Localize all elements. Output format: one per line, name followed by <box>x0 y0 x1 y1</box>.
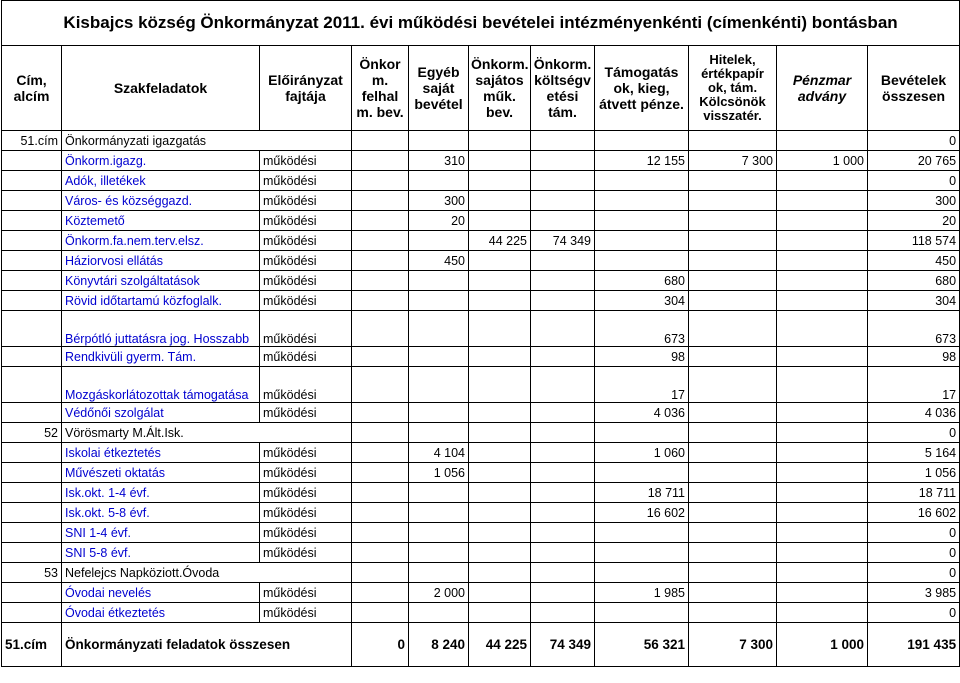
value-cell: 673 <box>595 311 689 347</box>
value-cell: 1 985 <box>595 583 689 603</box>
cim-cell <box>2 483 62 503</box>
total-cell: 300 <box>868 191 960 211</box>
value-cell <box>531 171 595 191</box>
szakfeladat-cell: Rendkivüli gyerm. Tám. <box>62 347 260 367</box>
szakfeladat-cell: Adók, illetékek <box>62 171 260 191</box>
value-cell: 74 349 <box>531 231 595 251</box>
value-cell <box>595 131 689 151</box>
value-cell <box>469 251 531 271</box>
value-cell <box>777 251 868 271</box>
value-cell <box>689 483 777 503</box>
table-row <box>2 483 960 503</box>
value-cell <box>689 251 777 271</box>
summary-value: 0 <box>352 623 409 667</box>
value-cell <box>777 171 868 191</box>
value-cell <box>777 347 868 367</box>
value-cell <box>689 563 777 583</box>
summary-value: 7 300 <box>689 623 777 667</box>
header-eloiranyzat: Előirányzat fajtája <box>260 46 352 131</box>
value-cell <box>469 603 531 623</box>
value-cell <box>469 171 531 191</box>
fajta-cell: működési <box>260 171 352 191</box>
value-cell: 12 155 <box>595 151 689 171</box>
value-cell <box>777 423 868 443</box>
value-cell <box>777 403 868 423</box>
table-row <box>2 443 960 463</box>
value-cell: 1 060 <box>595 443 689 463</box>
cim-cell: 52 <box>2 423 62 443</box>
fajta-cell: működési <box>260 443 352 463</box>
value-cell <box>531 291 595 311</box>
value-cell: 44 225 <box>469 231 531 251</box>
value-cell <box>409 291 469 311</box>
table-row <box>2 463 960 483</box>
value-cell <box>352 483 409 503</box>
value-cell: 450 <box>409 251 469 271</box>
szakfeladat-cell: Önkormányzati igazgatás <box>62 131 352 151</box>
value-cell <box>689 271 777 291</box>
cim-cell <box>2 403 62 423</box>
value-cell <box>531 271 595 291</box>
cim-cell <box>2 311 62 347</box>
value-cell: 4 104 <box>409 443 469 463</box>
total-cell: 0 <box>868 543 960 563</box>
value-cell <box>409 523 469 543</box>
value-cell <box>469 311 531 347</box>
fajta-cell: működési <box>260 463 352 483</box>
table-row <box>2 171 960 191</box>
value-cell: 17 <box>595 367 689 403</box>
fajta-cell: működési <box>260 403 352 423</box>
cim-cell <box>2 503 62 523</box>
cim-cell: 53 <box>2 563 62 583</box>
szakfeladat-cell: Önkorm.igazg. <box>62 151 260 171</box>
value-cell <box>531 131 595 151</box>
value-cell <box>531 191 595 211</box>
table-row <box>2 131 960 151</box>
value-cell <box>469 271 531 291</box>
value-cell <box>469 483 531 503</box>
fajta-cell: működési <box>260 583 352 603</box>
value-cell <box>352 251 409 271</box>
value-cell <box>777 367 868 403</box>
fajta-cell: működési <box>260 543 352 563</box>
summary-value: 56 321 <box>595 623 689 667</box>
value-cell <box>595 251 689 271</box>
value-cell <box>595 171 689 191</box>
value-cell <box>352 171 409 191</box>
table-row <box>2 347 960 367</box>
fajta-cell: működési <box>260 603 352 623</box>
szakfeladat-cell: Nefelejcs Napköziott.Óvoda <box>62 563 352 583</box>
value-cell <box>409 131 469 151</box>
value-cell: 1 000 <box>777 151 868 171</box>
value-cell <box>352 211 409 231</box>
value-cell <box>352 563 409 583</box>
total-cell: 3 985 <box>868 583 960 603</box>
value-cell <box>531 523 595 543</box>
fajta-cell: működési <box>260 483 352 503</box>
value-cell <box>352 191 409 211</box>
table-row <box>2 503 960 523</box>
summary-row <box>2 623 960 667</box>
total-cell: 1 056 <box>868 463 960 483</box>
value-cell <box>777 563 868 583</box>
value-cell <box>469 463 531 483</box>
fajta-cell: működési <box>260 191 352 211</box>
cim-cell <box>2 367 62 403</box>
value-cell <box>352 311 409 347</box>
value-cell <box>409 403 469 423</box>
value-cell <box>469 443 531 463</box>
value-cell <box>777 543 868 563</box>
fajta-cell: működési <box>260 151 352 171</box>
szakfeladat-cell: Könyvtári szolgáltatások <box>62 271 260 291</box>
total-cell: 20 <box>868 211 960 231</box>
cim-cell <box>2 231 62 251</box>
header-egyeb: Egyéb saját bevétel <box>409 46 469 131</box>
value-cell <box>531 603 595 623</box>
fajta-cell: működési <box>260 503 352 523</box>
value-cell <box>531 367 595 403</box>
cim-cell <box>2 251 62 271</box>
value-cell <box>689 131 777 151</box>
cim-cell <box>2 583 62 603</box>
value-cell: 310 <box>409 151 469 171</box>
table-row <box>2 563 960 583</box>
value-cell <box>777 311 868 347</box>
value-cell <box>409 603 469 623</box>
szakfeladat-cell: Isk.okt. 1-4 évf. <box>62 483 260 503</box>
szakfeladat-cell: SNI 1-4 évf. <box>62 523 260 543</box>
szakfeladat-cell: Mozgáskorlátozottak támogatása <box>62 367 260 403</box>
value-cell <box>689 311 777 347</box>
header-penzmaradvany: Pénzmar advány <box>777 46 868 131</box>
header-hitelek: Hitelek, értékpapír ok, tám. Kölcsönök visszatér. <box>689 46 777 131</box>
summary-cim: 51.cím <box>2 623 62 667</box>
value-cell <box>469 131 531 151</box>
value-cell <box>531 151 595 171</box>
header-onkor-felhal: Önkor m. felhal m. bev. <box>352 46 409 131</box>
value-cell <box>595 543 689 563</box>
value-cell <box>689 523 777 543</box>
value-cell <box>777 483 868 503</box>
header-bevetelek: Bevételek összesen <box>868 46 960 131</box>
revenue-table <box>1 0 960 667</box>
cim-cell <box>2 291 62 311</box>
value-cell: 300 <box>409 191 469 211</box>
value-cell <box>531 563 595 583</box>
value-cell <box>689 443 777 463</box>
table-row <box>2 423 960 443</box>
cim-cell <box>2 211 62 231</box>
header-sajatos: Önkorm. sajátos műk. bev. <box>469 46 531 131</box>
value-cell <box>409 543 469 563</box>
value-cell <box>531 483 595 503</box>
value-cell <box>531 503 595 523</box>
szakfeladat-cell: Óvodai étkeztetés <box>62 603 260 623</box>
szakfeladat-cell: Vörösmarty M.Ált.Isk. <box>62 423 352 443</box>
value-cell <box>352 271 409 291</box>
total-cell: 118 574 <box>868 231 960 251</box>
fajta-cell: működési <box>260 347 352 367</box>
value-cell <box>531 543 595 563</box>
total-cell: 0 <box>868 171 960 191</box>
value-cell <box>531 403 595 423</box>
szakfeladat-cell: Iskolai étkeztetés <box>62 443 260 463</box>
value-cell <box>689 231 777 251</box>
value-cell: 1 056 <box>409 463 469 483</box>
value-cell <box>777 211 868 231</box>
value-cell <box>469 543 531 563</box>
table-row <box>2 191 960 211</box>
value-cell <box>352 131 409 151</box>
szakfeladat-cell: Védőnői szolgálat <box>62 403 260 423</box>
value-cell <box>777 231 868 251</box>
value-cell <box>777 603 868 623</box>
value-cell <box>352 347 409 367</box>
value-cell <box>531 423 595 443</box>
total-cell: 0 <box>868 131 960 151</box>
total-cell: 98 <box>868 347 960 367</box>
value-cell: 7 300 <box>689 151 777 171</box>
fajta-cell: működési <box>260 231 352 251</box>
table-row <box>2 367 960 403</box>
value-cell <box>777 523 868 543</box>
value-cell <box>469 367 531 403</box>
value-cell <box>409 483 469 503</box>
value-cell <box>531 463 595 483</box>
table-row <box>2 603 960 623</box>
total-cell: 0 <box>868 423 960 443</box>
value-cell <box>531 347 595 367</box>
szakfeladat-cell: Város- és községgazd. <box>62 191 260 211</box>
summary-value: 44 225 <box>469 623 531 667</box>
value-cell <box>595 191 689 211</box>
table-row <box>2 231 960 251</box>
value-cell <box>595 231 689 251</box>
value-cell <box>531 443 595 463</box>
value-cell <box>352 463 409 483</box>
szakfeladat-cell: Művészeti oktatás <box>62 463 260 483</box>
value-cell <box>689 583 777 603</box>
value-cell <box>777 191 868 211</box>
value-cell <box>409 231 469 251</box>
value-cell: 2 000 <box>409 583 469 603</box>
total-cell: 4 036 <box>868 403 960 423</box>
value-cell <box>689 603 777 623</box>
value-cell <box>689 463 777 483</box>
value-cell <box>595 463 689 483</box>
value-cell <box>352 603 409 623</box>
value-cell <box>595 603 689 623</box>
fajta-cell: működési <box>260 211 352 231</box>
fajta-cell: működési <box>260 271 352 291</box>
value-cell <box>777 271 868 291</box>
cim-cell <box>2 603 62 623</box>
szakfeladat-cell: Óvodai nevelés <box>62 583 260 603</box>
total-cell: 450 <box>868 251 960 271</box>
cim-cell <box>2 191 62 211</box>
value-cell <box>409 503 469 523</box>
total-cell: 18 711 <box>868 483 960 503</box>
value-cell <box>531 211 595 231</box>
value-cell <box>531 583 595 603</box>
page-title: Kisbajcs község Önkormányzat 2011. évi működési bevételei intézményenkénti (címenkénti) bontásban <box>2 1 960 46</box>
value-cell <box>409 563 469 583</box>
cim-cell <box>2 523 62 543</box>
table-row <box>2 251 960 271</box>
table-row <box>2 403 960 423</box>
szakfeladat-cell: Bérpótló juttatásra jog. Hosszabb <box>62 311 260 347</box>
szakfeladat-cell: Önkorm.fa.nem.terv.elsz. <box>62 231 260 251</box>
value-cell <box>777 463 868 483</box>
cim-cell <box>2 171 62 191</box>
value-cell <box>469 563 531 583</box>
cim-cell <box>2 151 62 171</box>
value-cell <box>352 443 409 463</box>
value-cell <box>777 503 868 523</box>
table-row <box>2 151 960 171</box>
total-cell: 20 765 <box>868 151 960 171</box>
value-cell <box>469 151 531 171</box>
value-cell <box>469 347 531 367</box>
cim-cell <box>2 347 62 367</box>
value-cell <box>689 543 777 563</box>
value-cell: 18 711 <box>595 483 689 503</box>
value-cell: 304 <box>595 291 689 311</box>
value-cell <box>689 171 777 191</box>
value-cell <box>352 583 409 603</box>
value-cell <box>689 423 777 443</box>
value-cell <box>409 271 469 291</box>
cim-cell <box>2 463 62 483</box>
value-cell <box>689 347 777 367</box>
value-cell <box>352 367 409 403</box>
value-cell <box>469 583 531 603</box>
table-row <box>2 291 960 311</box>
value-cell <box>352 291 409 311</box>
table-row <box>2 543 960 563</box>
value-cell <box>469 191 531 211</box>
value-cell: 98 <box>595 347 689 367</box>
value-cell <box>409 311 469 347</box>
value-cell <box>595 423 689 443</box>
cim-cell <box>2 443 62 463</box>
value-cell <box>352 231 409 251</box>
value-cell <box>409 347 469 367</box>
cim-cell <box>2 543 62 563</box>
total-cell: 0 <box>868 563 960 583</box>
szakfeladat-cell: SNI 5-8 évf. <box>62 543 260 563</box>
value-cell <box>469 211 531 231</box>
value-cell <box>409 423 469 443</box>
table-row <box>2 271 960 291</box>
value-cell <box>469 503 531 523</box>
szakfeladat-cell: Rövid időtartamú közfoglalk. <box>62 291 260 311</box>
table-row <box>2 523 960 543</box>
total-cell: 673 <box>868 311 960 347</box>
value-cell <box>689 211 777 231</box>
value-cell <box>352 543 409 563</box>
summary-value: 1 000 <box>777 623 868 667</box>
cim-cell: 51.cím <box>2 131 62 151</box>
table-row <box>2 311 960 347</box>
value-cell <box>777 583 868 603</box>
value-cell: 20 <box>409 211 469 231</box>
value-cell <box>469 423 531 443</box>
header-koltsegvetesi: Önkorm. költségv etési tám. <box>531 46 595 131</box>
szakfeladat-cell: Köztemető <box>62 211 260 231</box>
total-cell: 0 <box>868 523 960 543</box>
total-cell: 0 <box>868 603 960 623</box>
value-cell <box>595 563 689 583</box>
value-cell <box>352 503 409 523</box>
value-cell <box>595 211 689 231</box>
summary-name: Önkormányzati feladatok összesen <box>62 623 352 667</box>
summary-value: 74 349 <box>531 623 595 667</box>
value-cell <box>469 523 531 543</box>
value-cell <box>352 151 409 171</box>
value-cell <box>689 291 777 311</box>
value-cell: 4 036 <box>595 403 689 423</box>
value-cell: 680 <box>595 271 689 291</box>
total-cell: 5 164 <box>868 443 960 463</box>
value-cell <box>469 403 531 423</box>
total-cell: 16 602 <box>868 503 960 523</box>
fajta-cell: működési <box>260 291 352 311</box>
value-cell <box>689 191 777 211</box>
total-cell: 304 <box>868 291 960 311</box>
fajta-cell: működési <box>260 523 352 543</box>
value-cell <box>352 523 409 543</box>
value-cell <box>409 171 469 191</box>
value-cell <box>689 403 777 423</box>
fajta-cell: működési <box>260 251 352 271</box>
summary-value: 191 435 <box>868 623 960 667</box>
value-cell <box>689 503 777 523</box>
value-cell <box>595 523 689 543</box>
value-cell <box>352 403 409 423</box>
header-szakfeladatok: Szakfeladatok <box>62 46 260 131</box>
value-cell <box>689 367 777 403</box>
total-cell: 680 <box>868 271 960 291</box>
szakfeladat-cell: Háziorvosi ellátás <box>62 251 260 271</box>
summary-value: 8 240 <box>409 623 469 667</box>
table-row <box>2 211 960 231</box>
value-cell <box>352 423 409 443</box>
table-row <box>2 583 960 603</box>
value-cell <box>469 291 531 311</box>
szakfeladat-cell: Isk.okt. 5-8 évf. <box>62 503 260 523</box>
value-cell <box>531 311 595 347</box>
value-cell <box>777 291 868 311</box>
value-cell <box>777 443 868 463</box>
fajta-cell: működési <box>260 311 352 347</box>
value-cell <box>777 131 868 151</box>
value-cell <box>531 251 595 271</box>
value-cell <box>409 367 469 403</box>
header-cim: Cím, alcím <box>2 46 62 131</box>
cim-cell <box>2 271 62 291</box>
header-tamogatasok: Támogatás ok, kieg, átvett pénze. <box>595 46 689 131</box>
total-cell: 17 <box>868 367 960 403</box>
fajta-cell: működési <box>260 367 352 403</box>
value-cell: 16 602 <box>595 503 689 523</box>
